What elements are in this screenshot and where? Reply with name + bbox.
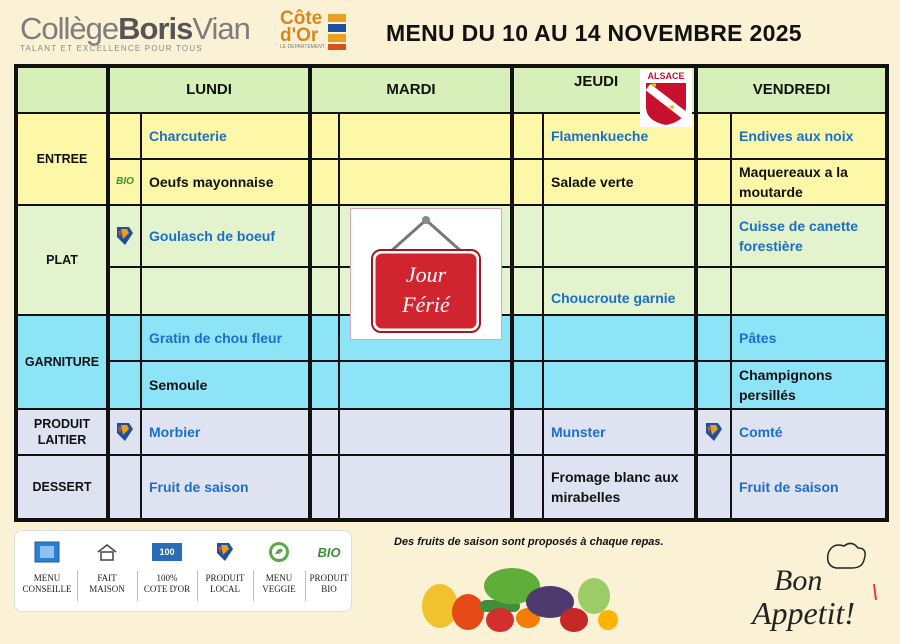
lundi-plat-1: Goulasch de boeuf <box>142 206 308 266</box>
alsace-badge-icon <box>640 69 692 127</box>
icon-cell <box>698 206 730 266</box>
lundi-dessert: Fruit de saison <box>142 456 308 518</box>
jour-ferie-sign <box>350 208 502 340</box>
day-header-vendredi: VENDREDI <box>698 68 885 112</box>
jeudi-plat-2: Choucroute garnie <box>544 268 694 314</box>
category-garniture: GARNITURE <box>18 316 106 408</box>
icon-cell <box>698 114 730 158</box>
icon-cell <box>514 160 542 204</box>
jeudi-dessert: Fromage blanc aux mirabelles <box>544 456 694 518</box>
local-flag-icon <box>110 206 140 266</box>
day-header-lundi: LUNDI <box>110 68 308 112</box>
lundi-entree-1: Charcuterie <box>142 114 308 158</box>
jeudi-garniture-2 <box>544 362 694 408</box>
local-flag-icon <box>110 410 140 454</box>
lundi-garniture-1: Gratin de chou fleur <box>142 316 308 360</box>
icon-cell <box>698 268 730 314</box>
house-icon <box>95 531 119 573</box>
category-dessert: DESSERT <box>18 456 106 518</box>
vendredi-garniture-2: Champignons persillés <box>732 362 885 408</box>
page-title: MENU DU 10 AU 14 NOVEMBRE 2025 <box>386 20 802 46</box>
vendredi-plat-1: Cuisse de canette forestière <box>732 206 885 266</box>
lundi-entree-2: Oeufs mayonnaise <box>142 160 308 204</box>
icon-cell <box>312 160 338 204</box>
icon-cell <box>698 316 730 360</box>
legend-menu-conseille: MENU CONSEILLE <box>19 531 75 613</box>
mardi-garniture-2 <box>340 362 510 408</box>
icon-cell <box>698 456 730 518</box>
legend-produit-local: PRODUIT LOCAL <box>199 531 251 613</box>
icon-cell <box>514 362 542 408</box>
mardi-entree-1 <box>340 114 510 158</box>
local-flag-icon <box>698 410 730 454</box>
lundi-laitier: Morbier <box>142 410 308 454</box>
legend-produit-bio: BIO PRODUIT BIO <box>307 531 351 613</box>
legend-cote-dor: 100 100% COTE D'OR <box>139 531 195 613</box>
lundi-garniture-2: Semoule <box>142 362 308 408</box>
college-logo <box>20 12 260 56</box>
svg-text:Bon: Bon <box>774 564 823 597</box>
svg-text:Férié: Férié <box>402 292 450 317</box>
icon-cell <box>110 456 140 518</box>
icon-cell <box>514 268 542 314</box>
fruits-note: Des fruits de saison sont proposés à chaque repas. <box>394 536 664 548</box>
category-entree: ENTREE <box>18 114 106 204</box>
cote-dor-logo: Côte d'Or LE DÉPARTEMENT <box>280 10 360 58</box>
icon-cell <box>110 316 140 360</box>
college-name: CollègeBorisVian <box>20 11 250 46</box>
mardi-entree-2 <box>340 160 510 204</box>
svg-text:Appetit!: Appetit! <box>752 595 856 631</box>
icon-cell <box>312 410 338 454</box>
icon-cell <box>312 268 338 314</box>
jeudi-plat-1 <box>544 206 694 266</box>
icon-cell <box>514 410 542 454</box>
legend-panel <box>14 530 352 612</box>
icon-cell <box>110 362 140 408</box>
day-header-jeudi: JEUDI <box>514 68 694 112</box>
vendredi-entree-2: Maquereaux a la moutarde <box>732 160 885 204</box>
corner-cell <box>18 68 106 112</box>
vendredi-laitier: Comté <box>732 410 885 454</box>
category-plat: PLAT <box>18 206 106 314</box>
icon-cell <box>698 160 730 204</box>
mardi-dessert <box>340 456 510 518</box>
bio-icon: BIO <box>110 160 140 204</box>
local-flag-icon <box>215 531 235 573</box>
icon-cell <box>110 268 140 314</box>
category-produit-laitier: PRODUIT LAITIER <box>18 410 106 454</box>
icon-cell <box>698 362 730 408</box>
cote-dor-100-icon <box>152 531 182 573</box>
icon-cell <box>514 316 542 360</box>
fruits-vegetables-illustration <box>420 556 620 636</box>
icon-cell <box>312 206 338 266</box>
veggie-icon <box>268 531 290 573</box>
menu-table <box>14 64 889 522</box>
vendredi-dessert: Fruit de saison <box>732 456 885 518</box>
bon-appetit-logo <box>748 540 888 636</box>
mardi-laitier <box>340 410 510 454</box>
vendredi-plat-2 <box>732 268 885 314</box>
icon-cell <box>312 362 338 408</box>
icon-cell <box>110 114 140 158</box>
icon-cell <box>312 316 338 360</box>
day-header-mardi: MARDI <box>312 68 510 112</box>
college-tagline: TALANT ET EXCELLENCE POUR TOUS <box>20 44 203 53</box>
vendredi-garniture-1: Pâtes <box>732 316 885 360</box>
jeudi-entree-2: Salade verte <box>544 160 694 204</box>
jeudi-laitier: Munster <box>544 410 694 454</box>
svg-text:100: 100 <box>159 547 175 557</box>
jeudi-entree-1: Flamenkueche <box>544 114 694 158</box>
legend-fait-maison: FAIT MAISON <box>79 531 135 613</box>
svg-text:ALSACE: ALSACE <box>647 71 685 81</box>
icon-cell <box>312 456 338 518</box>
icon-cell <box>514 456 542 518</box>
bio-icon: BIO <box>317 544 341 560</box>
icon-cell <box>312 114 338 158</box>
icon-cell <box>514 206 542 266</box>
jeudi-garniture-1 <box>544 316 694 360</box>
legend-menu-veggie: MENU VEGGIE <box>255 531 303 613</box>
svg-text:Jour: Jour <box>405 262 447 287</box>
vendredi-entree-1: Endives aux noix <box>732 114 885 158</box>
icon-cell <box>514 114 542 158</box>
cote-dor-mark-icon <box>326 12 348 52</box>
menu-conseille-icon <box>34 531 60 573</box>
lundi-plat-2 <box>142 268 308 314</box>
